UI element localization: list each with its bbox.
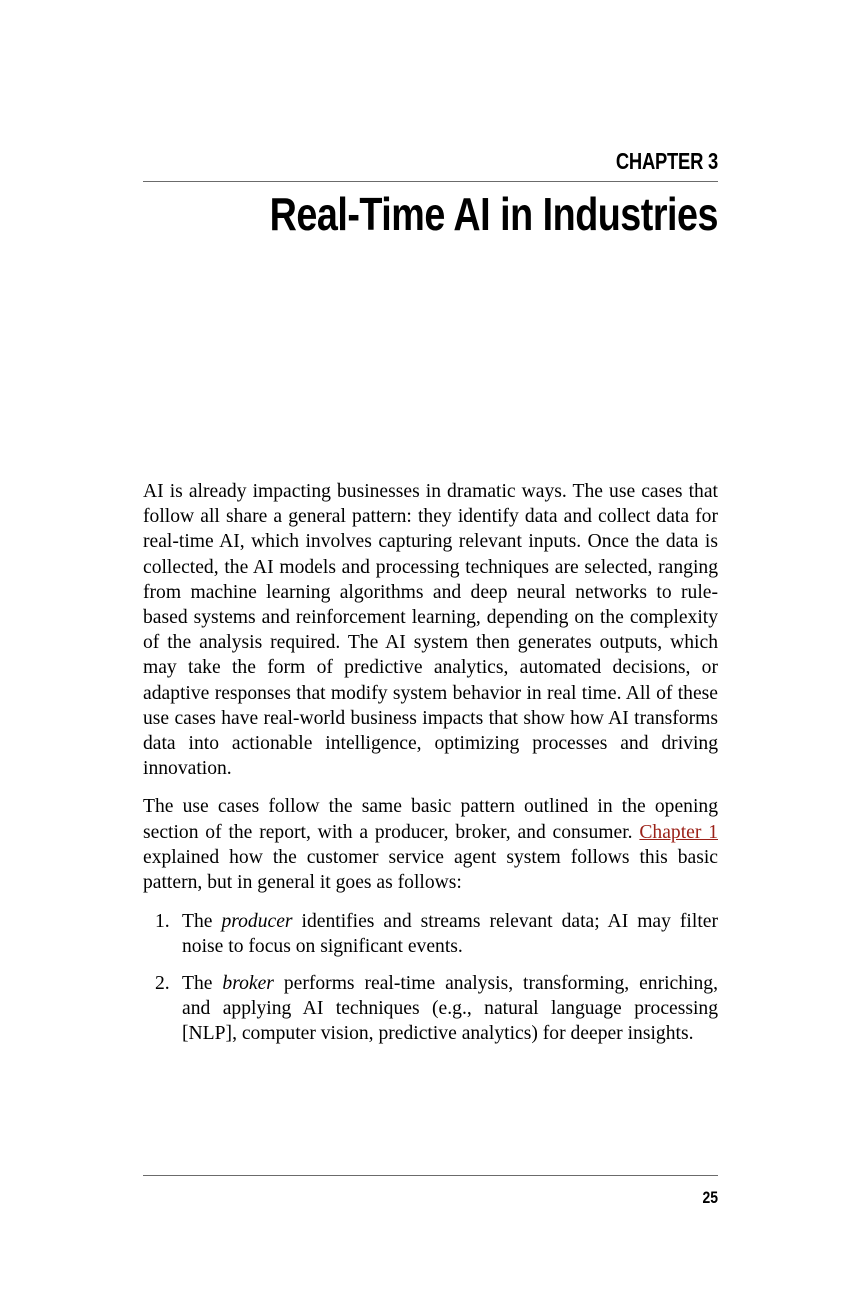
list-item <box>143 971 718 1047</box>
paragraph-pattern-text-after: explained how the customer service agent system follows this basic pattern, but in general it goes as follows: <box>143 846 718 894</box>
list-item-rest: identifies and streams relevant data; AI may filter noise to focus on significant events. <box>182 911 718 958</box>
list-item <box>143 909 718 959</box>
steps-list <box>143 909 718 1046</box>
chapter-label: CHAPTER 3 <box>615 148 718 174</box>
list-item-lead: The <box>182 972 223 994</box>
paragraph-pattern <box>143 794 718 895</box>
page-title: Real-Time AI in Industries <box>269 188 718 240</box>
list-item-lead: The <box>182 911 222 933</box>
list-item-text <box>182 909 718 959</box>
chapter-header <box>143 150 718 241</box>
footer-divider <box>143 1175 718 1176</box>
body-content <box>143 479 718 1046</box>
chapter-1-link[interactable]: Chapter 1 <box>639 821 718 843</box>
header-divider <box>143 181 718 182</box>
list-item-emphasis: producer <box>221 911 293 933</box>
list-item-text <box>182 971 718 1047</box>
list-item-emphasis: broker <box>222 972 274 994</box>
paragraph-pattern-text-before: The use cases follow the same basic pattern outlined in the opening section of the report, with a producer, broker, and consumer. <box>143 796 718 843</box>
page-number: 25 <box>702 1188 718 1207</box>
page-footer <box>143 1175 718 1206</box>
paragraph-intro: AI is already impacting businesses in dramatic ways. The use cases that follow all share a general pattern: they identify data and collect data for real-time AI, which involves capturing relevant inputs. Once the data is collected, the AI models and processing techniques are selected, ranging from machine learning algorithms and deep neural networks to rule-based systems and reinforcement learning, depending on the complexity of the analysis required. The AI system then generates outputs, which may take the form of predictive analytics, automated decisions, or adaptive responses that modify system behavior in real time. All of these use cases have real-world business impacts that show how AI transforms data into actionable intelligence, optimizing processes and driving innovation. <box>143 481 718 780</box>
list-item-rest: performs real-time analysis, transforming, enriching, and applying AI techniques (e.g., natural language processing [NLP], computer vision, predictive analytics) for deeper insights. <box>182 972 718 1045</box>
